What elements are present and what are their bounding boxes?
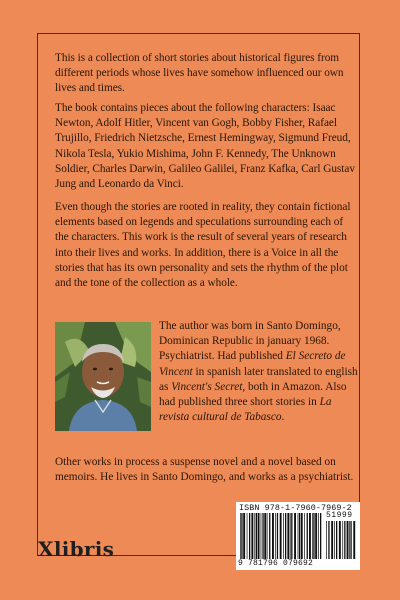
barcode-bar — [291, 513, 292, 559]
barcode-bar — [272, 513, 274, 559]
barcode-bar — [313, 513, 314, 559]
barcode-bar — [347, 521, 349, 559]
book-title-revista: La revista cultural de Tabasco — [159, 396, 332, 424]
barcode-bar — [353, 521, 355, 559]
barcode-bar — [241, 513, 242, 559]
barcode-digits: 9 781796 079692 — [238, 559, 314, 568]
barcode-bar — [312, 513, 313, 559]
barcode-bar — [336, 521, 337, 559]
barcode-bar — [318, 513, 319, 559]
barcode-bar — [328, 521, 329, 559]
barcode-bar — [334, 521, 335, 559]
barcode-bar — [247, 513, 248, 559]
characters-paragraph: The book contains pieces about the following characters: Isaac Newton, Adolf Hitler, Vincent van Gogh, Bobby Fisher, Rafael Trujillo, Friedrich Nietzsche, Ernest Hemingway, Sigmund Freud, Nikola Tesla, Yukio Mishima, John F. Kennedy, The Unknown Soldier, Charles Darwin, Galileo Galilei, Franz Kafka, Carl Gustav Jung and Leonardo da Vinci. — [55, 102, 355, 191]
publisher-logo: Xlibris — [38, 537, 115, 561]
barcode-bar — [254, 513, 255, 559]
price-code: 51999 — [326, 511, 353, 520]
barcode-bar — [298, 513, 299, 559]
book-title-vincents-secret: Vincent's Secret — [171, 380, 243, 393]
ean-barcode — [240, 513, 322, 559]
price-barcode — [326, 521, 356, 559]
barcode-bar — [264, 513, 266, 559]
barcode-bar — [304, 513, 305, 559]
barcode-bar — [280, 513, 282, 559]
barcode-bar — [256, 513, 257, 559]
barcode-bar — [277, 513, 278, 559]
barcode-bar — [331, 521, 333, 559]
barcode-bar — [307, 513, 308, 559]
author-bio-continued: Other works in process a suspense novel and a novel based on memoirs. He lives in Santo Domingo, and works as a psychiatrist. — [55, 456, 354, 484]
barcode-bar — [339, 521, 341, 559]
barcode-bar — [267, 513, 268, 559]
barcode-bar — [243, 513, 245, 559]
barcode-bar — [326, 521, 327, 559]
barcode-bar — [258, 513, 260, 559]
barcode-bar — [294, 513, 296, 559]
barcode-bar — [342, 521, 343, 559]
barcode-bar — [301, 513, 303, 559]
barcode-bar — [290, 513, 291, 559]
barcode — [236, 502, 360, 570]
barcode-bar — [261, 513, 262, 559]
book-title-el-secreto: El Secreto de Vincent — [159, 350, 346, 378]
barcode-bar — [275, 513, 276, 559]
barcode-bar — [309, 513, 311, 559]
barcode-bar — [344, 521, 345, 559]
barcode-bar — [349, 521, 350, 559]
barcode-bar — [285, 513, 286, 559]
author-bio: The author was born in Santo Domingo, Dominican Republic in january 1968. Psychiatrist. Had published El Secreto de Vincent in spanish later translated to english as Vincent's Secret, both in Amazon. Also had published three short stories in La revista cultural de Tabasco. — [159, 320, 358, 424]
barcode-bar — [287, 513, 289, 559]
intro-paragraph: This is a collection of short stories about historical figures from different periods whose lives have somehow influenced our own lives and times. — [55, 52, 344, 95]
isbn-label: ISBN 978-1-7960-7969-2 — [239, 503, 352, 513]
rooted-paragraph: Even though the stories are rooted in reality, they contain fictional elements based on legends and speculations surrounding each of the characters. This work is the result of several years of research into their lives and works. In addition, there is a Voice in all the stories that has its own personality and sets the rhythm of the plot and the tone of the collection as a whole. — [55, 201, 351, 290]
barcode-bar — [269, 513, 270, 559]
barcode-bar — [240, 513, 241, 559]
barcode-bar — [320, 513, 321, 559]
barcode-bar — [350, 521, 351, 559]
barcode-bar — [283, 513, 284, 559]
barcode-bar — [299, 513, 300, 559]
barcode-bar — [315, 513, 317, 559]
author-photo — [55, 322, 151, 431]
barcode-bar — [251, 513, 253, 559]
barcode-bar — [249, 513, 250, 559]
barcode-bar — [262, 513, 263, 559]
